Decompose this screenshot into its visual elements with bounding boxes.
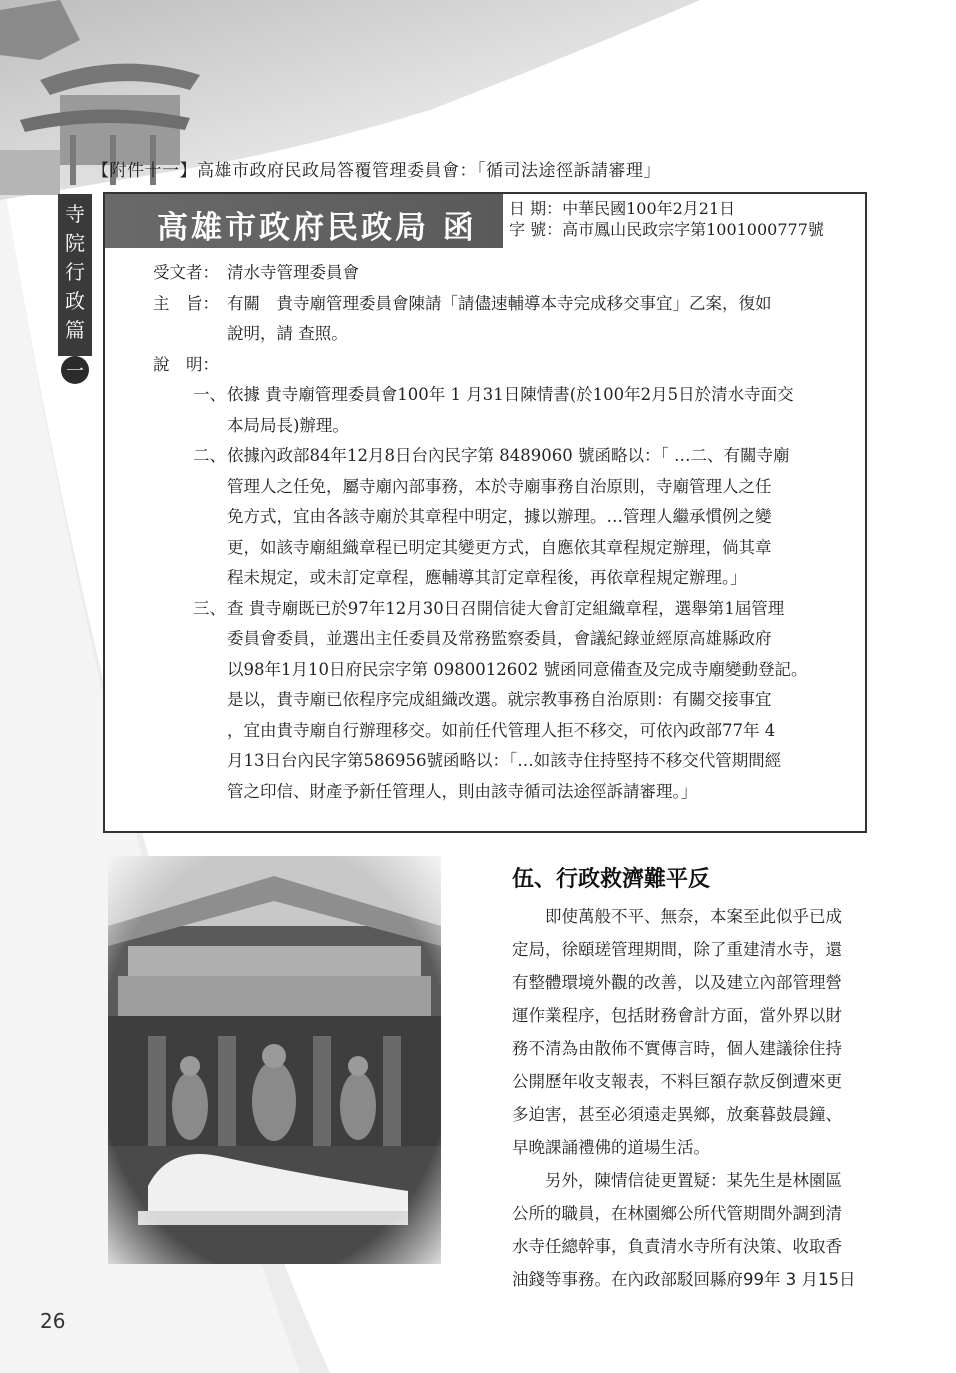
section-article — [512, 900, 872, 1296]
recipient-value: 清水寺管理委員會 — [227, 263, 359, 282]
side-chapter-number: 一 — [61, 356, 89, 384]
item-line: ，宜由貴寺廟自行辦理移交。如前任代管理人拒不移交，可依內政部77年 4 — [227, 720, 776, 740]
side-tab-char: 政 — [65, 289, 85, 313]
side-tab-char: 院 — [65, 231, 85, 255]
recipient-row — [153, 258, 853, 289]
subject-line: 說明，請 查照。 — [227, 324, 348, 343]
article-line: 公所的職員，在林園鄉公所代管期間外調到清 — [512, 1204, 842, 1223]
item-line: 管之印信、財產予新任管理人，則由該寺循司法途徑訴請審理。」 — [227, 781, 698, 801]
subject-row — [153, 289, 853, 320]
subject-label: 主 旨： — [153, 293, 219, 313]
letter-body — [153, 258, 853, 807]
article-line: 定局，徐頤瑳管理期間，除了重建清水寺，還 — [512, 940, 842, 959]
explain-item — [153, 594, 853, 808]
item-line: 月13日台內民字第586956號函略以：「…如該寺住持堅持不移交代管期間經 — [227, 751, 782, 770]
attachment-title: 【附件十一】高雄市政府民政局答覆管理委員會：「循司法途徑訴請審理」 — [92, 161, 661, 181]
article-line: 即使萬般不平、無奈，本案至此似乎已成 — [512, 907, 842, 926]
article-line: 公開歷年收支報表，不料巨額存款反倒遭來更 — [512, 1072, 842, 1091]
item-line: 以98年1月10日府民宗字第 0980012602 號函同意備查及完成寺廟變動登記。 — [227, 659, 808, 679]
side-tab-char: 行 — [65, 260, 85, 284]
letter-meta — [509, 198, 824, 240]
item-line: 本局局長)辦理。 — [227, 415, 349, 435]
item-number: 一、 — [193, 385, 226, 404]
recipient-label: 受文者： — [153, 263, 219, 282]
side-tab-char: 篇 — [65, 318, 85, 342]
article-line: 有整體環境外觀的改善，以及建立內部管理營 — [512, 973, 842, 992]
explain-label: 說 明： — [153, 354, 219, 374]
explain-item — [153, 441, 853, 594]
item-number: 三、 — [193, 598, 226, 618]
article-line: 多迫害，甚至必須遠走異鄉，放棄暮鼓晨鐘、 — [512, 1105, 842, 1124]
article-line: 油錢等事務。在內政部駁回縣府99年 3 月15日 — [512, 1270, 856, 1289]
section-title: 伍、行政救濟難平反 — [512, 867, 711, 892]
side-chapter-tab — [58, 194, 92, 356]
item-line: 程未規定，或未訂定章程，應輔導其訂定章程後，再依章程規定辦理。」 — [227, 568, 747, 587]
item-line: 依據 貴寺廟管理委員會100年 1 月31日陳情書(於100年2月5日於清水寺面交 — [227, 385, 794, 404]
item-line: 委員會委員，並選出主任委員及常務監察委員，會議紀錄並經原高雄縣政府 — [227, 629, 772, 648]
article-line: 早晚課誦禮佛的道場生活。 — [512, 1138, 710, 1157]
article-line: 另外，陳情信徒更置疑：某先生是林園區 — [512, 1171, 842, 1190]
item-line: 更，如該寺廟組織章程已明定其變更方式，自應依其章程規定辦理，倘其章 — [227, 537, 772, 557]
item-line: 免方式，宜由各該寺廟於其章程中明定，據以辦理。…管理人繼承慣例之變 — [227, 507, 772, 526]
item-line: 查 貴寺廟既已於97年12月30日召開信徒大會訂定組織章程，選舉第1屆管理 — [227, 598, 785, 618]
item-line: 管理人之任免，屬寺廟內部事務，本於寺廟事務自治原則，寺廟管理人之任 — [227, 476, 772, 496]
item-number: 二、 — [193, 446, 226, 465]
official-letter — [103, 192, 867, 833]
subject-line: 有關 貴寺廟管理委員會陳請「請儘速輔導本寺完成移交事宜」乙案，復如 — [227, 293, 772, 313]
explain-row — [153, 350, 853, 381]
page-number: 26 — [40, 1309, 66, 1333]
article-line: 務不清為由散佈不實傳言時，個人建議徐住持 — [512, 1039, 842, 1058]
letter-title: 高雄市政府民政局 函 — [157, 210, 477, 246]
letter-date: 日 期：中華民國100年2月21日 — [509, 199, 736, 218]
article-line: 運作業程序，包括財務會計方面，當外界以財 — [512, 1006, 842, 1025]
letter-header-band — [105, 194, 503, 248]
temple-interior-photo — [108, 856, 441, 1264]
article-line: 水寺任總幹事，負責清水寺所有決策、收取香 — [512, 1237, 842, 1256]
explain-item — [153, 380, 853, 441]
letter-reference: 字 號：高市鳳山民政宗字第1001000777號 — [509, 220, 824, 239]
item-line: 依據內政部84年12月8日台內民字第 8489060 號函略以：「 …二、有關寺廟 — [227, 446, 790, 465]
side-tab-char: 寺 — [65, 202, 85, 226]
item-line: 是以，貴寺廟已依程序完成組織改選。就宗教事務自治原則：有關交接事宜 — [227, 690, 772, 709]
